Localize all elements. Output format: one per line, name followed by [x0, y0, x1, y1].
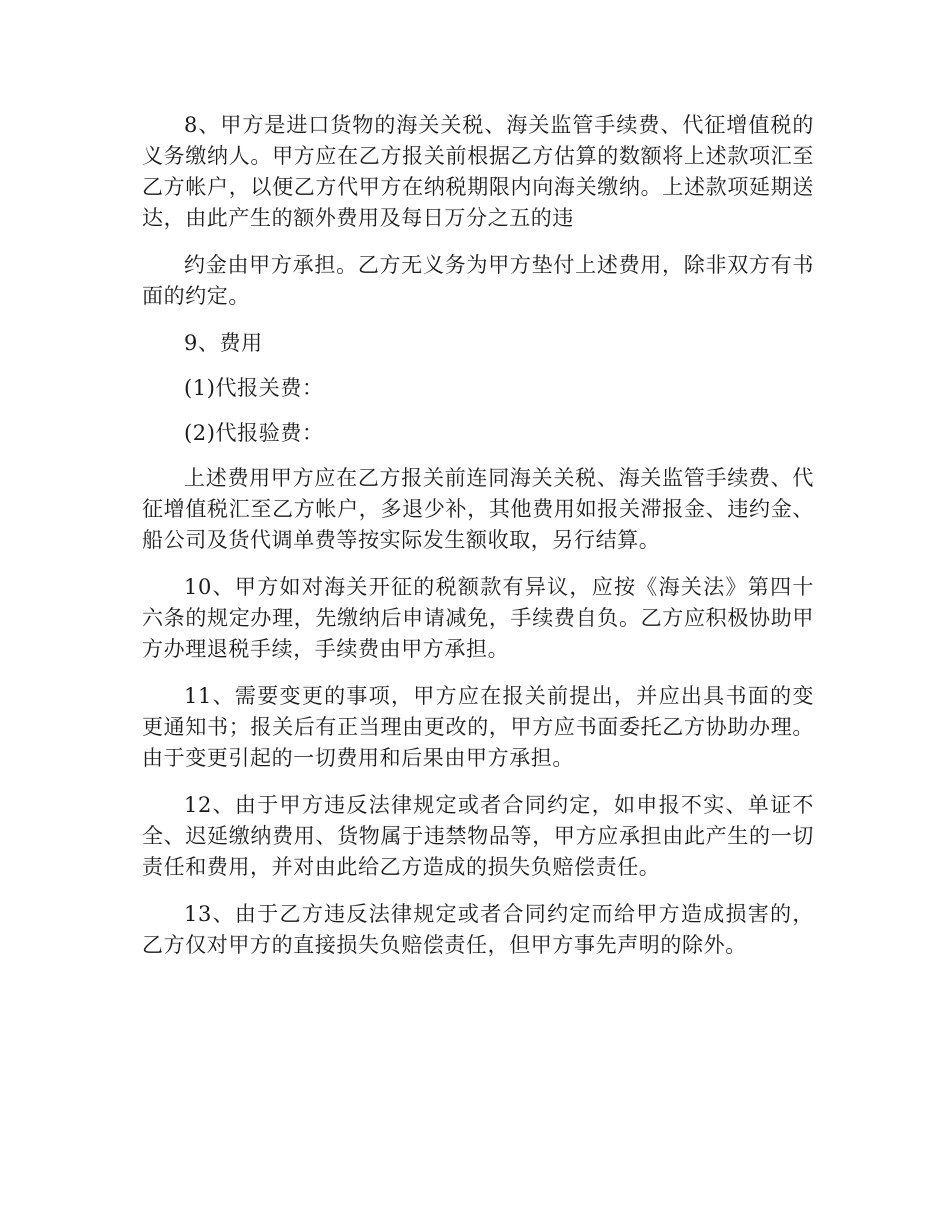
paragraph-fee-item-1: (1)代报关费： [184, 376, 324, 400]
paragraph-clause-12: 12、由于甲方违反法律规定或者合同约定，如申报不实、单证不全、迟延缴纳费用、货物属于违禁物品等，甲方应承担由此产生的一切责任和费用，并对由此给乙方造成的损失负赔偿责任。 [142, 793, 814, 879]
paragraph-clause-13: 13、由于乙方违反法律规定或者合同约定而给甲方造成损害的，乙方仅对甲方的直接损失负赔偿责任，但甲方事先声明的除外。 [142, 902, 814, 957]
paragraph-fee-item-2: (2)代报验费： [184, 421, 324, 445]
paragraph-clause-10: 10、甲方如对海关开征的税额款有异议，应按《海关法》第四十六条的规定办理，先缴纳后申请减免，手续费自负。乙方应积极协助甲方办理退税手续，手续费由甲方承担。 [142, 575, 814, 661]
paragraph-clause-8-continued: 约金由甲方承担。乙方无义务为甲方垫付上述费用，除非双方有书面的约定。 [142, 253, 814, 308]
document-body [142, 110, 814, 977]
paragraph-clause-11: 11、需要变更的事项，甲方应在报关前提出，并应出具书面的变更通知书；报关后有正当理由更改的，甲方应书面委托乙方协助办理。由于变更引起的一切费用和后果由甲方承担。 [142, 684, 814, 770]
paragraph-fee-details: 上述费用甲方应在乙方报关前连同海关关税、海关监管手续费、代征增值税汇至乙方帐户，多退少补，其他费用如报关滞报金、违约金、船公司及货代调单费等按实际发生额收取，另行结算。 [142, 466, 814, 552]
paragraph-clause-8: 8、甲方是进口货物的海关关税、海关监管手续费、代征增值税的义务缴纳人。甲方应在乙方报关前根据乙方估算的数额将上述款项汇至乙方帐户，以便乙方代甲方在纳税期限内向海关缴纳。上述款项延期送达，由此产生的额外费用及每日万分之五的违 [142, 113, 814, 230]
paragraph-clause-9-heading: 9、费用 [184, 331, 263, 355]
